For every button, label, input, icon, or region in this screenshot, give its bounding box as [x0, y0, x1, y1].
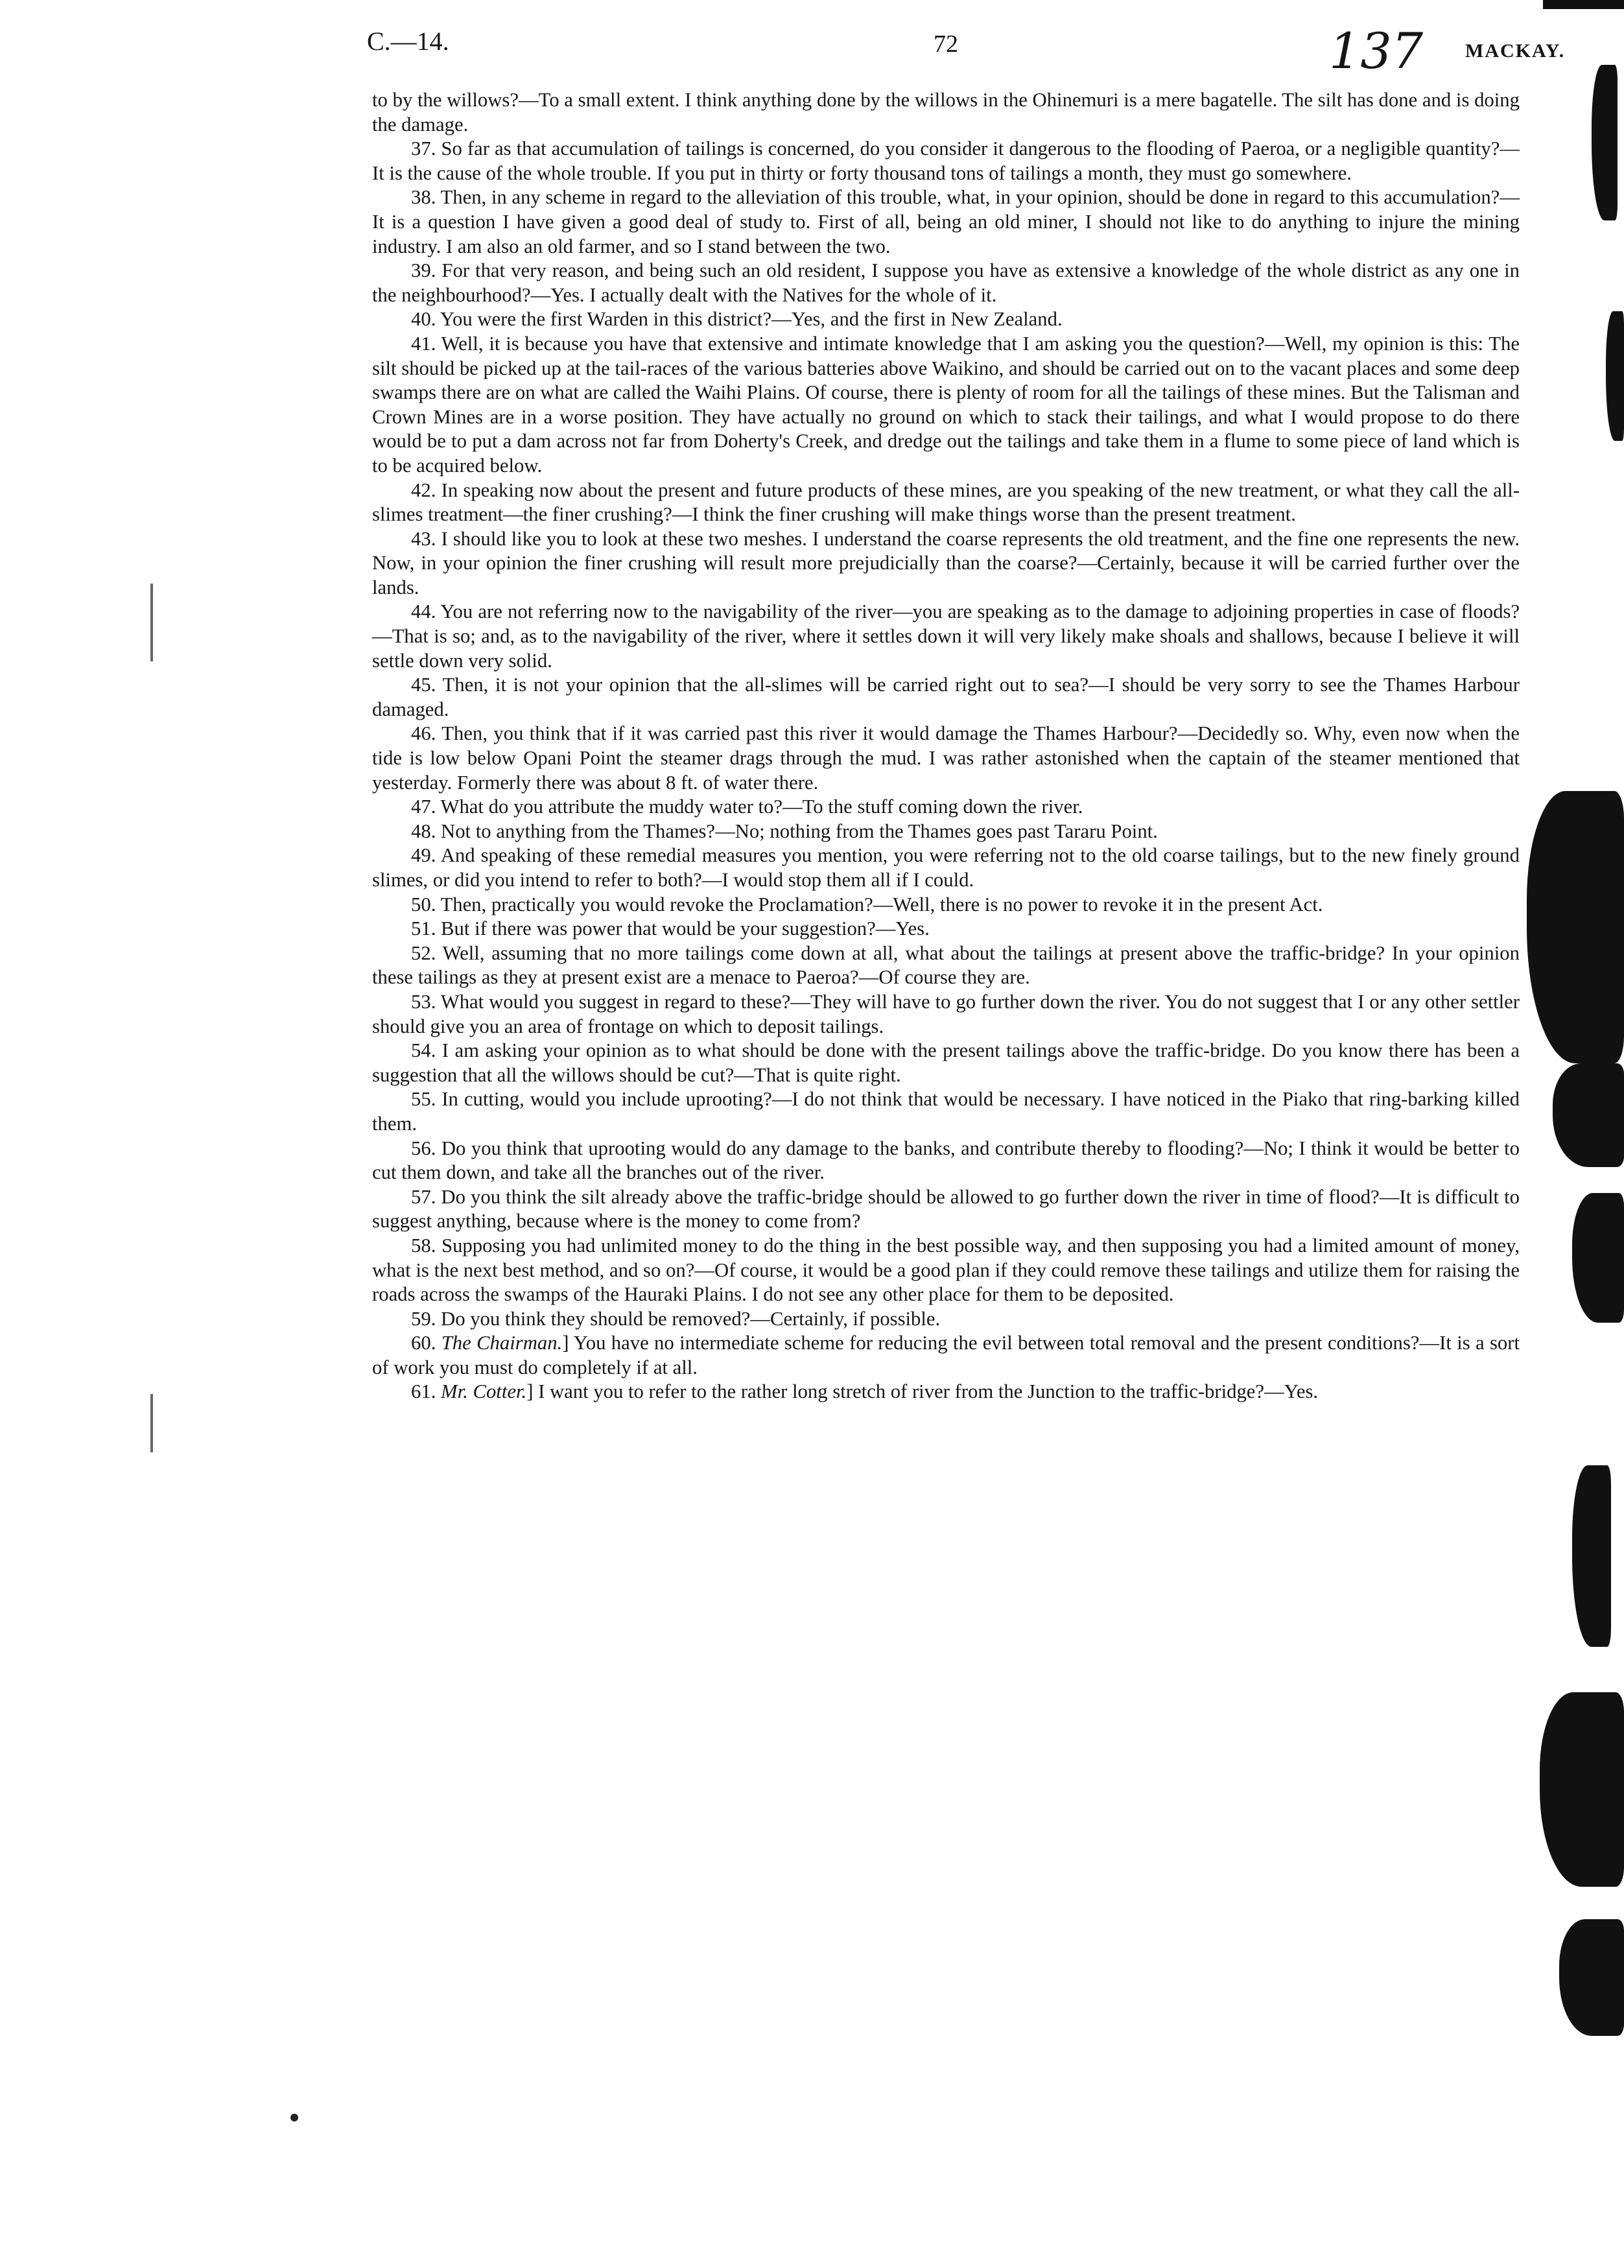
margin-mark [150, 584, 153, 661]
page-number: 72 [934, 30, 958, 58]
paragraph-61-text: ] I want you to refer to the rather long stretch of river from the Junction to the traffic-bridge?—Yes. [526, 1380, 1319, 1403]
scan-blot [1559, 1919, 1624, 2036]
top-rule [1543, 0, 1624, 9]
speaker-cotter: Mr. Cotter. [441, 1380, 527, 1403]
scan-blot [1606, 311, 1624, 441]
paragraph-56: 56. Do you think that uprooting would do any damage to the banks, and contribute thereby to flooding?—No; I think it would be better to cut them down, and take all the branches out of the river. [372, 1137, 1520, 1184]
paragraph-60-number: 60. [411, 1332, 436, 1354]
paragraph-60 [372, 1331, 1520, 1380]
scan-blot [1572, 1193, 1624, 1323]
paragraph-51: 51. But if there was power that would be your suggestion?—Yes. [411, 917, 930, 940]
scan-blot [1592, 65, 1618, 220]
paragraph-49: 49. And speaking of these remedial measures you mention, you were referring not to the old coarse tailings, but to the new finely ground slimes, or did you intend to refer to both?—I would stop them all if I could. [372, 844, 1520, 891]
handwritten-number: 137 [1329, 22, 1424, 80]
paragraph-58: 58. Supposing you had unlimited money to do the thing in the best possible way, and then supposing you had a limited amount of money, what is the next best method, and so on?—Of course, it would be a good plan if they could remove these tailings and utilize them for raising the roads across the swamps of the Hauraki Plains. I do not see any other place for them to be deposited. [372, 1234, 1520, 1306]
paragraph-42: 42. In speaking now about the present and future products of these mines, are you speaking of the new treatment, or what they call the all-slimes treatment—the finer crushing?—I think the finer crushing will make things worse than the present treatment. [372, 478, 1520, 526]
witness-name: MACKAY. [1465, 40, 1566, 62]
paragraph-53: 53. What would you suggest in regard to these?—They will have to go further down the river. You do not suggest that I or any other settler should give you an area of frontage on which to deposit tailings. [372, 990, 1520, 1037]
paragraph-44: 44. You are not referring now to the navigability of the river—you are speaking as to the damage to adjoining properties in case of floods?—That is so; and, as to the navigability of the river, where it settles down it will very likely make shoals and shallows, because I believe it will settle down very solid. [372, 600, 1520, 672]
paragraph-60-text: ] You have no intermediate scheme for reducing the evil between total removal and the present conditions?—It is a sort of work you must do completely if at all. [372, 1332, 1520, 1378]
paragraph-41: 41. Well, it is because you have that extensive and intimate knowledge that I am asking you the question?—Well, my opinion is this: The silt should be picked up at the tail-races of the various batteries above Waikino, and should be carried out on to the vacant places and some deep swamps there are on what are called the Waihi Plains. Of course, there is plenty of room for all the tailings of these mines. But the Talisman and Crown Mines are in a worse position. They have actually no ground on which to stack their tailings, and what I would propose to do there would be to put a dam across not far from Doherty's Creek, and dredge out the tailings and take them in a flume to some piece of land which is to be acquired below. [372, 332, 1520, 477]
paragraph-57: 57. Do you think the silt already above the traffic-bridge should be allowed to go further down the river in time of flood?—It is difficult to suggest anything, because where is the money to come from? [372, 1185, 1520, 1233]
paragraph-48: 48. Not to anything from the Thames?—No; nothing from the Thames goes past Tararu Point. [411, 820, 1158, 842]
paragraph-45: 45. Then, it is not your opinion that the all-slimes will be carried right out to sea?—I should be very sorry to see the Thames Harbour damaged. [372, 674, 1520, 720]
paragraph-39: 39. For that very reason, and being such an old resident, I suppose you have as extensive a knowledge of the whole district as any one in the neighbourhood?—Yes. I actually dealt with the Natives for the whole of it. [372, 259, 1520, 306]
paragraph-47: 47. What do you attribute the muddy water to?—To the stuff coming down the river. [411, 796, 1083, 818]
paragraph-61-number: 61. [411, 1380, 436, 1403]
scan-blot [1572, 1465, 1611, 1647]
paragraph-40: 40. You were the first Warden in this district?—Yes, and the first in New Zealand. [411, 308, 1063, 331]
scan-dot [290, 2114, 298, 2121]
scan-blot [1540, 1692, 1624, 1887]
paragraph-55: 55. In cutting, would you include uprooting?—I do not think that would be necessary. I have noticed in the Piako that ring-barking killed them. [372, 1088, 1520, 1135]
paragraph-61 [372, 1380, 1520, 1404]
evidence-text [372, 88, 1520, 1404]
paragraph-38: 38. Then, in any scheme in regard to the alleviation of this trouble, what, in your opinion, should be done in regard to this accumulation?—It is a question I have given a good deal of study to. First of all, being an old miner, I should not like to do anything to injure the mining industry. I am also an old farmer, and so I stand between the two. [372, 186, 1520, 257]
paragraph-59: 59. Do you think they should be removed?—Certainly, if possible. [411, 1307, 941, 1330]
paragraph-54: 54. I am asking your opinion as to what should be done with the present tailings above the traffic-bridge. Do you know there has been a suggestion that all the willows should be cut?—That is quite right. [372, 1039, 1520, 1086]
paragraph-37: 37. So far as that accumulation of tailings is concerned, do you consider it dangerous to the flooding of Paeroa, or a negligible quantity?—It is the cause of the whole trouble. If you put in thirty or forty thousand tons of tailings a month, they must go somewhere. [372, 137, 1520, 184]
page-header [0, 22, 1624, 91]
paragraph-continued: to by the willows?—To a small extent. I think anything done by the willows in the Ohinemuri is a mere bagatelle. The silt has done and is doing the damage. [372, 89, 1520, 136]
paragraph-46: 46. Then, you think that if it was carried past this river it would damage the Thames Harbour?—Decidedly so. Why, even now when the tide is low below Opani Point the steamer drags through the mud. I was rather astonished when the captain of the steamer mentioned that yesterday. Formerly there was about 8 ft. of water there. [372, 722, 1520, 794]
scan-blot [1527, 791, 1624, 1063]
paragraph-52: 52. Well, assuming that no more tailings come down at all, what about the tailings at present above the traffic-bridge? In your opinion these tailings as they at present exist are a menace to Paeroa?—Of course they are. [372, 941, 1520, 989]
speaker-chairman: The Chairman. [441, 1332, 563, 1354]
document-code: C.—14. [367, 27, 449, 56]
paragraph-50: 50. Then, practically you would revoke the Proclamation?—Well, there is no power to revoke it in the present Act. [411, 893, 1323, 915]
paragraph-43: 43. I should like you to look at these two meshes. I understand the coarse represents the old treatment, and the fine one represents the new. Now, in your opinion the finer crushing will result more prejudicially than the coarse?—Certainly, because it will be carried further over the lands. [372, 527, 1520, 598]
scan-blot [1553, 1063, 1624, 1167]
scan-shadow-edge [1507, 39, 1624, 2179]
margin-mark [150, 1394, 153, 1452]
